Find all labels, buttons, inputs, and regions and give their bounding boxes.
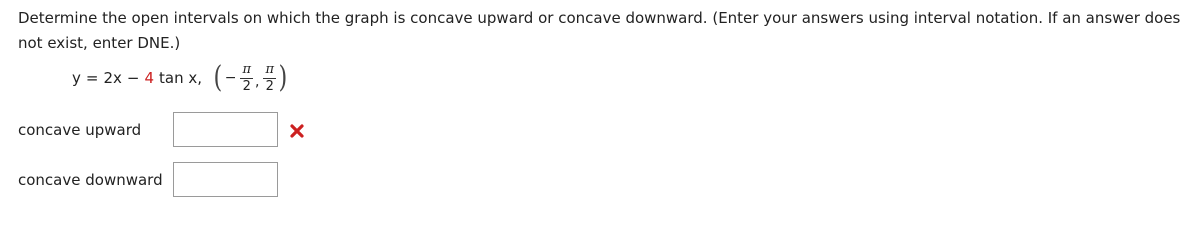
fraction-left-denominator: 2 <box>242 78 251 94</box>
concave-upward-input[interactable] <box>173 112 278 147</box>
coefficient-highlight: 4 <box>144 69 155 87</box>
interval-separator: , <box>255 74 260 90</box>
fraction-right-numerator: π <box>265 61 275 77</box>
tan-term: tan x, <box>159 69 203 87</box>
open-paren: ( <box>213 60 223 95</box>
concave-downward-input[interactable] <box>173 162 278 197</box>
question-text: Determine the open intervals on which the graph is concave upward or concave downward. (Enter your answers using interval notation. If an answer does not exist, enter DNE.) <box>18 9 1181 52</box>
domain-interval <box>212 58 289 98</box>
concave-downward-label: concave downward <box>18 171 163 189</box>
term-2x: 2x <box>103 69 122 87</box>
function-equation <box>72 58 289 98</box>
concave-upward-label: concave upward <box>18 121 142 139</box>
red-x-icon <box>290 124 304 138</box>
fraction-left <box>240 63 253 94</box>
fraction-left-numerator: π <box>242 61 252 77</box>
minus-operator: − <box>126 69 140 87</box>
y-variable: y <box>72 69 81 87</box>
fraction-right <box>263 63 276 94</box>
equals-sign: = <box>85 69 99 87</box>
fraction-right-denominator: 2 <box>265 78 274 94</box>
interval-left-sign: − <box>224 70 237 86</box>
close-paren: ) <box>278 60 288 95</box>
